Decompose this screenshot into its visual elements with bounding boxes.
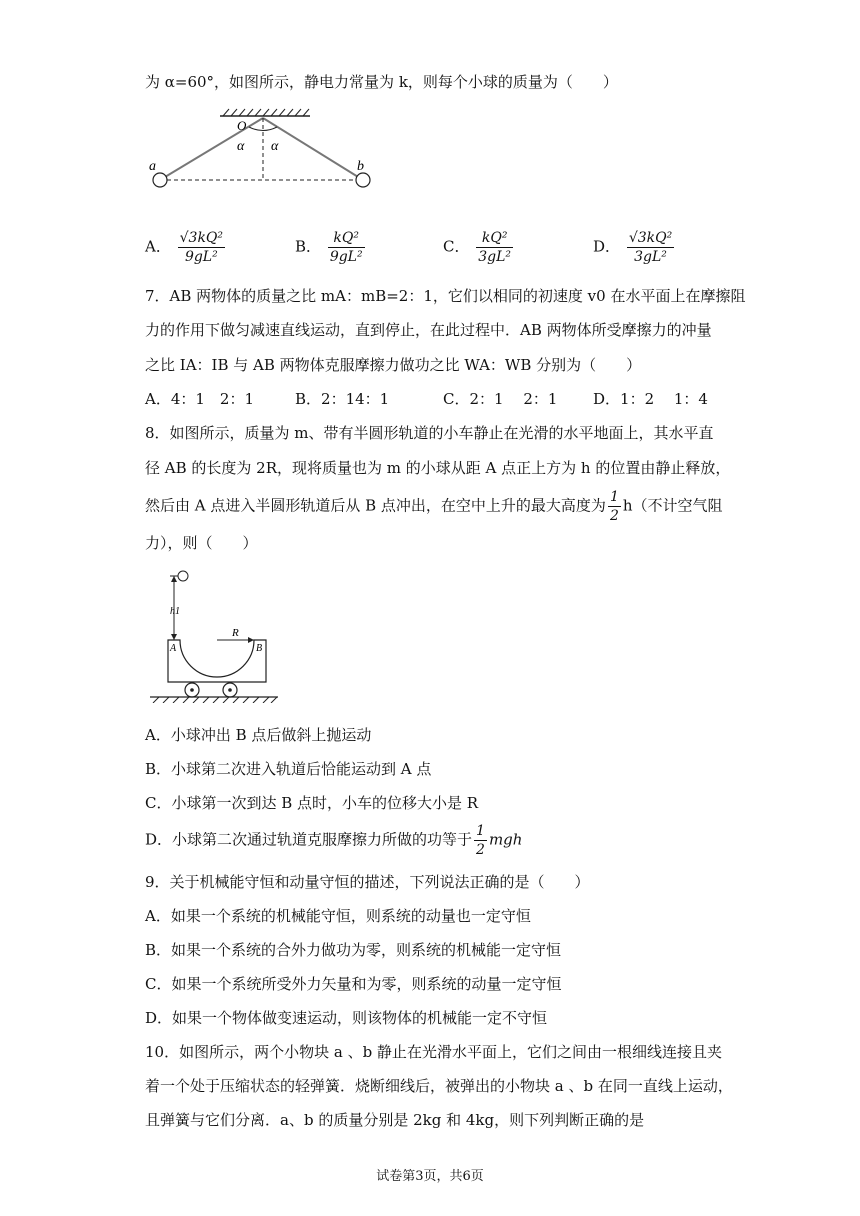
- q8-option-a: A．小球冲出 B 点后做斜上抛运动: [145, 726, 372, 744]
- q10-line-3: 且弹簧与它们分离．a、b 的质量分别是 2kg 和 4kg，则下列判断正确的是: [145, 1111, 645, 1129]
- page-footer: 试卷第3页，共6页: [376, 1169, 484, 1184]
- falling-ball: [178, 571, 188, 581]
- svg-text:B: B: [256, 643, 263, 654]
- q8-option-b: B．小球第二次进入轨道后恰能运动到 A 点: [145, 760, 432, 778]
- svg-text:O: O: [237, 118, 247, 133]
- q10-line-2: 着一个处于压缩状态的轻弹簧．烧断细线后，被弹出的小物块 a 、b 在同一直线上运动，: [145, 1077, 733, 1095]
- svg-text:b: b: [357, 159, 364, 174]
- q7-line-3: 之比 IA：IB 与 AB 两物体克服摩擦力做功之比 WA：WB 分别为（ ）: [145, 356, 642, 374]
- svg-text:α: α: [237, 139, 245, 154]
- q9-option-b: B．如果一个系统的合外力做功为零，则系统的机械能一定守恒: [145, 941, 562, 959]
- q9-stem: 9．关于机械能守恒和动量守恒的描述，下列说法正确的是（ ）: [145, 873, 590, 891]
- q8-figure: [150, 568, 280, 703]
- q9-option-c: C．如果一个系统所受外力矢量和为零，则系统的动量一定守恒: [145, 975, 562, 993]
- q8-line-2: 径 AB 的长度为 2R，现将质量也为 m 的小球从距 A 点正上方为 h 的位置由静止释放，: [145, 459, 731, 477]
- svg-text:α: α: [271, 139, 279, 154]
- q7-option-a: A．4：1 2：1: [145, 390, 255, 408]
- q7-option-d: D．1：2 1：4: [593, 390, 708, 408]
- q7-option-b: B．2：14：1: [295, 390, 390, 408]
- q8-line-1: 8．如图所示，质量为 m、带有半圆形轨道的小车静止在光滑的水平地面上，其水平直: [145, 424, 714, 442]
- ball-b: [356, 173, 370, 187]
- q9-option-a: A．如果一个系统的机械能守恒，则系统的动量也一定守恒: [145, 907, 531, 925]
- q6-option-c: C． $\frac{\text{kQ²}}{\text{3gL²}}$: [443, 230, 512, 265]
- q6-option-a: A． $\frac{\text{√3kQ²}}{\text{9gL²}}$: [145, 230, 224, 265]
- q9-option-d: D．如果一个物体做变速运动，则该物体的机械能一定不守恒: [145, 1009, 548, 1027]
- q8-line-3: 然后由 A 点进入半圆形轨道后从 B 点冲出，在空中上升的最大高度为 $\frac{1}{2}$ h（不计空气阻: [145, 489, 723, 524]
- q6-option-d: D． $\frac{\text{√3kQ²}}{\text{3gL²}}$: [593, 230, 673, 265]
- svg-text:R: R: [232, 627, 239, 639]
- q7-line-1: 7．AB 两物体的质量之比 mA：mB=2：1，它们以相同的初速度 v0 在水平面上在摩擦阻: [145, 287, 746, 305]
- svg-text:h1: h1: [170, 606, 180, 617]
- q6-figure: [145, 108, 385, 198]
- q7-line-2: 力的作用下做匀减速直线运动，直到停止，在此过程中．AB 两物体所受摩擦力的冲量: [145, 321, 712, 339]
- ball-a: [153, 173, 167, 187]
- q7-option-c: C．2：1 2：1: [443, 390, 558, 408]
- q6-stem-tail: 为 α=60°，如图所示，静电力常量为 k，则每个小球的质量为（ ）: [145, 73, 618, 91]
- q8-option-c: C．小球第一次到达 B 点时，小车的位移大小是 R: [145, 794, 479, 812]
- svg-text:a: a: [149, 159, 156, 174]
- q8-option-d: D．小球第二次通过轨道克服摩擦力所做的功等于 $\frac{1}{2}$ mgh: [145, 823, 523, 858]
- svg-text:A: A: [170, 643, 177, 654]
- q8-line-4: 力），则（ ）: [145, 534, 258, 552]
- q10-line-1: 10．如图所示，两个小物块 a 、b 静止在光滑水平面上，它们之间由一根细线连接且夹: [145, 1043, 722, 1061]
- q6-option-b: B． $\frac{\text{kQ²}}{\text{9gL²}}$: [295, 230, 363, 265]
